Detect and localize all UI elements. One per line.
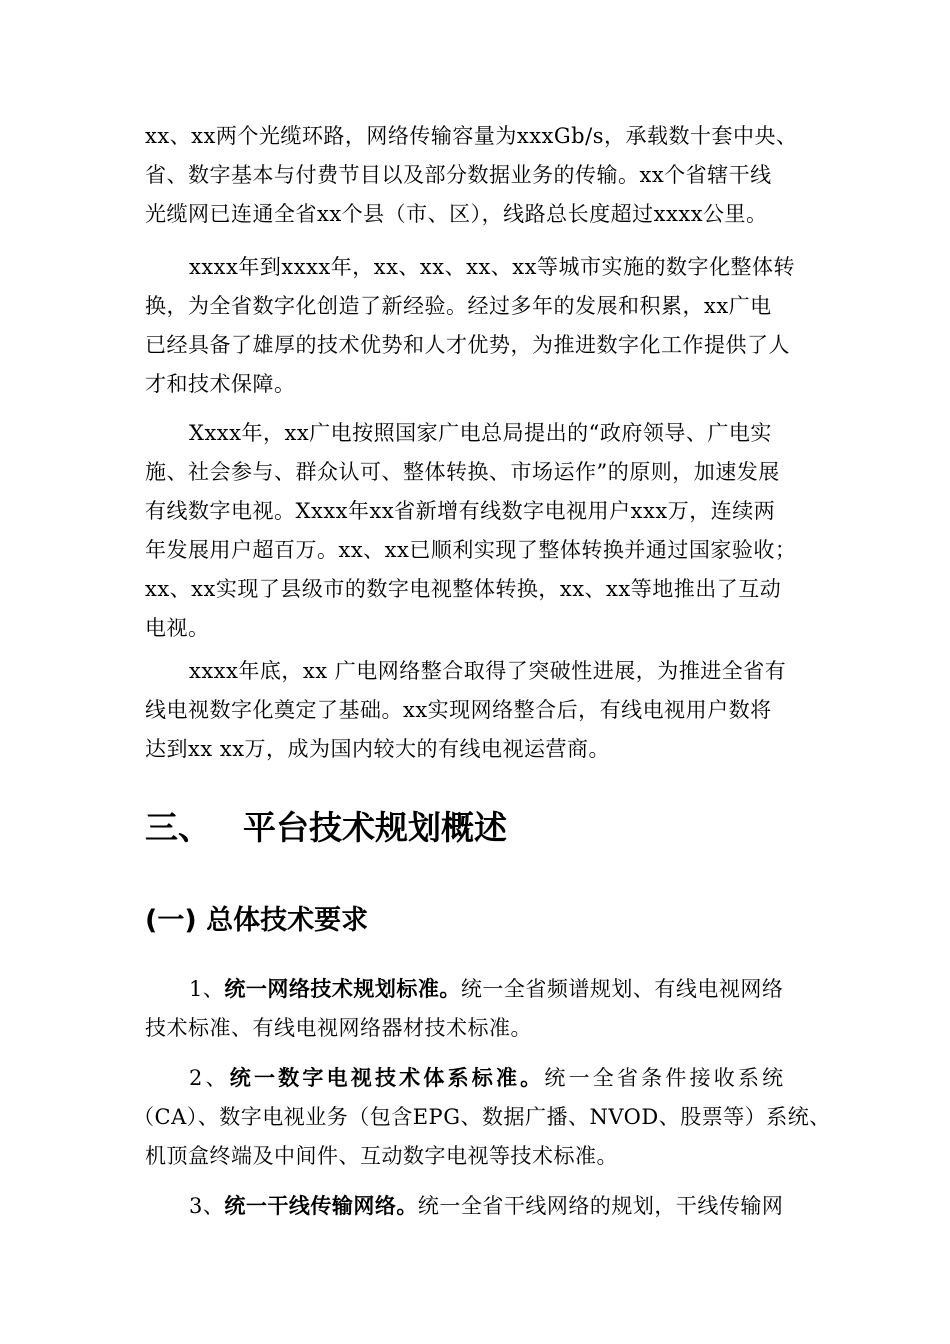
paragraph-line: xx、xx两个光缆环路，网络传输容量为xxxGb/s，承载数十套中央、 <box>145 124 798 148</box>
body-paragraph <box>145 117 835 234</box>
paragraph-line <box>145 970 835 1009</box>
paragraph-line: 已经具备了雄厚的技术优势和人才优势，为推进数字化工作提供了人 <box>145 333 790 357</box>
requirement-text: 统一全省频谱规划、有线电视网络 <box>460 977 784 1001</box>
paragraph-line: xxxx年底，xx 广电网络整合取得了突破性进展，为推进全省有 <box>189 659 787 683</box>
paragraph-line: xx、xx实现了县级市的数字电视整体转换，xx、xx等地推出了互动 <box>145 577 782 601</box>
subsection-heading: (一) 总体技术要求 <box>145 905 369 936</box>
paragraph-line: 省、数字基本与付费节目以及部分数据业务的传输。xx个省辖干线 <box>145 163 772 187</box>
requirement-text: 统一全省干线网络的规划，干线传输网 <box>417 1194 784 1218</box>
paragraph-line: 有线数字电视。Xxxx年xx省新增有线数字电视用户xxx万，连续两 <box>145 499 776 523</box>
requirement-text: 统一全省条件接收系统 <box>544 1066 787 1090</box>
paragraph-line: 线电视数字化奠定了基础。xx实现网络整合后，有线电视用户数将 <box>145 698 772 722</box>
paragraph-line <box>145 1059 835 1098</box>
paragraph-line: Xxxx年，xx广电按照国家广电总局提出的“政府领导、广电实 <box>189 421 772 445</box>
paragraph-line: 年发展用户超百万。xx、xx已顺利实现了整体转换并通过国家验收； <box>145 538 797 562</box>
requirement-number: 2、 <box>189 1066 230 1090</box>
paragraph-line: 换，为全省数字化创造了新经验。经过多年的发展和积累，xx广电 <box>145 294 772 318</box>
body-paragraph <box>145 652 835 769</box>
paragraph-line: 电视。 <box>145 616 210 640</box>
section-number: 三、 <box>145 808 211 847</box>
body-paragraph <box>145 248 835 404</box>
paragraph-line: 技术标准、有线电视网络器材技术标准。 <box>145 1016 532 1040</box>
paragraph-line: 达到xx xx万，成为国内较大的有线电视运营商。 <box>145 737 611 761</box>
requirement-number: 1、 <box>189 977 225 1001</box>
requirement-title: 统一干线传输网络。 <box>224 1194 418 1218</box>
paragraph-line: 施、社会参与、群众认可、整体转换、市场运作”的原则，加速发展 <box>145 460 780 484</box>
paragraph-line: 光缆网已连通全省xx个县（市、区），线路总长度超过xxxx公里。 <box>145 202 768 226</box>
requirement-item <box>145 1187 835 1226</box>
section-heading <box>145 800 507 856</box>
section-title: 平台技术规划概述 <box>243 808 507 847</box>
body-paragraph <box>145 414 835 648</box>
requirement-number: 3、 <box>189 1194 225 1218</box>
requirement-title: 统一数字电视技术体系标准。 <box>229 1066 545 1090</box>
paragraph-line: 才和技术保障。 <box>145 372 296 396</box>
paragraph-line: xxxx年到xxxx年，xx、xx、xx、xx等城市实施的数字化整体转 <box>189 255 795 279</box>
requirement-title: 统一网络技术规划标准。 <box>224 977 461 1001</box>
requirement-item <box>133 1059 835 1176</box>
paragraph-line: （CA）、数字电视业务（包含EPG、数据广播、NVOD、股票等）系统、 <box>133 1105 831 1129</box>
requirement-item <box>145 970 835 1048</box>
paragraph-line: 机顶盒终端及中间件、互动数字电视等技术标准。 <box>145 1144 618 1168</box>
paragraph-line <box>145 1187 835 1226</box>
